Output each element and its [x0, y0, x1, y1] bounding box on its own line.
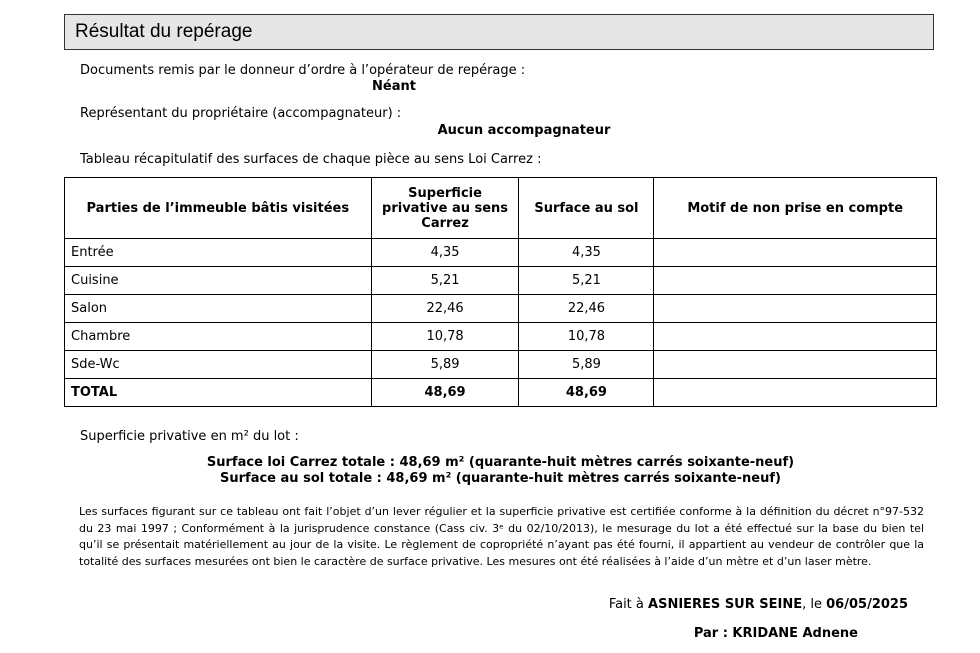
cell-motif	[654, 267, 937, 295]
representant-value: Aucun accompagnateur	[437, 123, 611, 138]
table-row	[65, 239, 937, 267]
table-row	[65, 267, 937, 295]
representant-label: Représentant du propriétaire (accompagnateur) :	[80, 106, 402, 121]
cell-motif	[654, 351, 937, 379]
section-title: Résultat du repérage	[75, 21, 253, 42]
col-header-carrez: Superficie privative au sens Carrez	[371, 178, 519, 239]
cell-total-label: TOTAL	[65, 379, 372, 407]
cell-total-sol: 48,69	[519, 379, 654, 407]
cell-motif	[654, 323, 937, 351]
signature-par: Par : KRIDANE Adnene	[693, 626, 858, 641]
cell-room: Sde-Wc	[65, 351, 372, 379]
cell-sol: 5,89	[519, 351, 654, 379]
table-row	[65, 351, 937, 379]
cell-room: Entrée	[65, 239, 372, 267]
cell-sol: 22,46	[519, 295, 654, 323]
summary-sol: Surface au sol totale : 48,69 m² (quarante-huit mètres carrés soixante-neuf)	[220, 471, 781, 486]
summary-label: Superficie privative en m² du lot :	[80, 429, 299, 444]
col-header-sol: Surface au sol	[519, 178, 654, 239]
table-total-row	[65, 379, 937, 407]
documents-label: Documents remis par le donneur d’ordre à l’opérateur de repérage :	[80, 63, 526, 78]
section-header	[64, 14, 934, 50]
cell-sol: 4,35	[519, 239, 654, 267]
signature-city: ASNIERES SUR SEINE	[648, 597, 803, 612]
disclaimer-paragraph: Les surfaces figurant sur ce tableau ont fait l’objet d’un lever régulier et la superficie privative est certifiée conforme à la définition du décret n°97-532 du 23 mai 1997 ; Conformément à la jurisprudence constance (Cass civ. 3ᵉ du 02/10/2013), le mesurage du lot a été effectué sur la base du bien tel qu’il se présentait matériellement au jour de la visite. Le règlement de copropriété n’ayant pas été fourni, il appartient au vendeur de contrôler que la totalité des surfaces mesurées ont bien le caractère de surface privative. Les mesures ont été réalisées à l’aide d’un mètre et d’un laser mètre.	[79, 505, 924, 568]
cell-motif	[654, 295, 937, 323]
summary-carrez: Surface loi Carrez totale : 48,69 m² (quarante-huit mètres carrés soixante-neuf)	[206, 455, 795, 470]
le-text: , le	[802, 597, 827, 612]
cell-room: Chambre	[65, 323, 372, 351]
col-header-motif: Motif de non prise en compte	[654, 178, 937, 239]
cell-total-carrez: 48,69	[371, 379, 519, 407]
cell-motif	[654, 239, 937, 267]
cell-room: Salon	[65, 295, 372, 323]
cell-sol: 10,78	[519, 323, 654, 351]
surface-table	[64, 177, 937, 407]
table-intro: Tableau récapitulatif des surfaces de chaque pièce au sens Loi Carrez :	[80, 152, 542, 167]
cell-sol: 5,21	[519, 267, 654, 295]
signature-date: 06/05/2025	[826, 597, 908, 612]
cell-room: Cuisine	[65, 267, 372, 295]
cell-total-motif	[654, 379, 937, 407]
col-header-parties: Parties de l’immeuble bâtis visitées	[65, 178, 372, 239]
table-header-row	[65, 178, 937, 239]
cell-carrez: 5,89	[371, 351, 519, 379]
fait-prefix: Fait à	[608, 597, 649, 612]
cell-carrez: 10,78	[371, 323, 519, 351]
cell-carrez: 22,46	[371, 295, 519, 323]
signature-place-date	[609, 597, 908, 612]
table-row	[65, 295, 937, 323]
table-row	[65, 323, 937, 351]
cell-carrez: 5,21	[371, 267, 519, 295]
cell-carrez: 4,35	[371, 239, 519, 267]
documents-value: Néant	[372, 79, 416, 94]
